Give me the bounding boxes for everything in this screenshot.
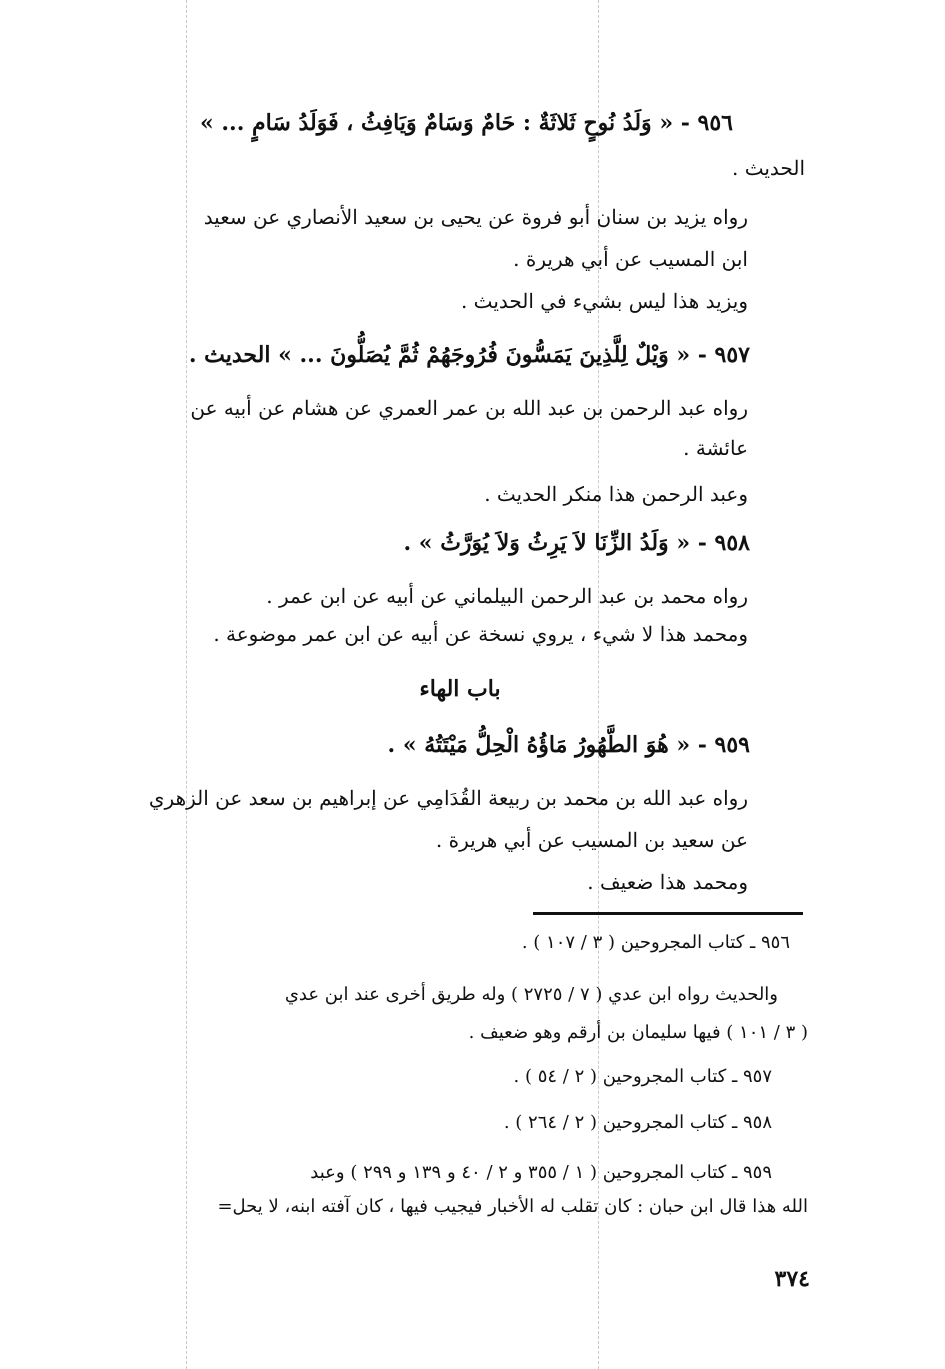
hadith-text-continuation: الحديث . [732,156,805,180]
grading-line: وعبد الرحمن هذا منكر الحديث . [484,482,748,506]
entry-956-commentary [100,205,748,325]
narration-line: عائشة . [683,436,748,460]
narration-line: رواه عبد الله بن محمد بن ربيعة القُدَامِي عن إبراهيم بن سعد عن الزهري [148,786,748,810]
footnote-line: ٩٥٦ ـ كتاب المجروحين ( ٣ / ١٠٧ ) . [521,932,790,953]
narration-line: رواه عبد الرحمن بن عبد الله بن عمر العمري عن هشام عن أبيه عن [190,396,748,420]
footnote-line: ٩٥٧ ـ كتاب المجروحين ( ٢ / ٥٤ ) . [513,1066,772,1087]
narration-line: رواه محمد بن عبد الرحمن البيلماني عن أبيه عن ابن عمر . [266,584,748,608]
grading-line: ومحمد هذا لا شيء ، يروي نسخة عن أبيه عن ابن عمر موضوعة . [213,622,748,646]
hadith-text: ٩٥٨ - « وَلَدُ الزِّنَا لاَ يَرِثُ وَلاَ يُوَرَّثُ » . [403,530,750,556]
entry-956 [100,110,805,190]
section-heading: باب الهاء [419,676,501,702]
entry-959 [100,732,750,772]
footnote-line: ٩٥٨ ـ كتاب المجروحين ( ٢ / ٢٦٤ ) . [503,1112,772,1133]
narration-line: رواه يزيد بن سنان أبو فروة عن يحيى بن سعيد الأنصاري عن سعيد [203,205,748,229]
entry-957 [100,342,750,382]
footnote-line: ٩٥٩ ـ كتاب المجروحين ( ١ / ٣٥٥ و ٢ / ٤٠ و ١٣٩ و ٢٩٩ ) وعبد [310,1162,772,1183]
hadith-text: ٩٥٦ - « وَلَدُ نُوحٍ ثَلاثَةٌ : حَامٌ وَسَامٌ وَيَافِثُ ، فَوَلَدُ سَامٍ ... » [199,110,733,136]
entry-959-commentary [100,786,748,906]
hadith-text: ٩٥٩ - « هُوَ الطَّهُورُ مَاؤُهُ الْحِلُّ مَيْتَتُهُ » . [387,732,750,758]
footnote-line: الله هذا قال ابن حبان : كان تقلب له الأخبار فيجيب فيها ، كان آفته ابنه، لا يحل= [217,1196,808,1217]
entry-958 [100,530,750,570]
footnote-line: والحديث رواه ابن عدي ( ٧ / ٢٧٢٥ ) وله طريق أخرى عند ابن عدي [284,984,778,1005]
narration-line: عن سعيد بن المسيب عن أبي هريرة . [435,828,748,852]
hadith-text: ٩٥٧ - « وَيْلٌ لِلَّذِينَ يَمَسُّونَ فُرُوجَهُمْ ثُمَّ يُصَلُّونَ ... » الحديث . [188,342,750,368]
footnotes [100,932,808,1232]
footnote-line: ( ٣ / ١٠١ ) فيها سليمان بن أرقم وهو ضعيف . [468,1022,808,1043]
entry-957-commentary [100,396,748,516]
page-number: ٣٧٤ [774,1266,810,1292]
narration-line: ابن المسيب عن أبي هريرة . [513,247,748,271]
footnote-divider [533,912,803,915]
grading-line: ويزيد هذا ليس بشيء في الحديث . [460,289,748,313]
entry-958-commentary [100,584,748,664]
grading-line: ومحمد هذا ضعيف . [587,870,748,894]
